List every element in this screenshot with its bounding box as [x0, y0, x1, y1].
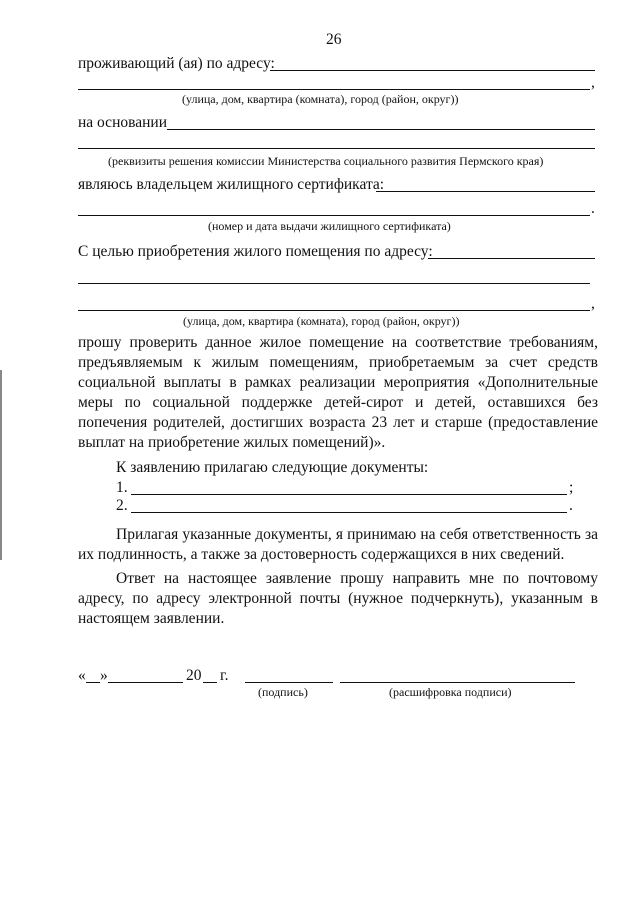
request-paragraph: прошу проверить данное жилое помещение на соответствие требованиям, предъявляемым к жилым помещениям, приобретаемым за счет средств социальной выплаты в рамках реализации мероприятия «Дополнительные меры по социальной поддержке детей-сирот и детей, оставшихся без попечения родителей, достигших возраста 23 лет и старше (предоставление выплат на приобретение жилых помещений)».	[78, 334, 598, 451]
signature-decoding-field[interactable]	[340, 682, 575, 683]
scan-edge-mark	[0, 370, 2, 560]
purpose-address-field[interactable]	[428, 258, 595, 259]
certificate-period: .	[591, 200, 595, 217]
page-number: 26	[326, 31, 342, 48]
attachments-heading: К заявлению прилагаю следующие документы:	[116, 459, 429, 476]
purpose-address-field-3[interactable]	[78, 310, 590, 311]
attachment-end-2: .	[569, 497, 573, 514]
year-prefix: 20	[186, 667, 202, 684]
residing-address-field[interactable]	[270, 70, 595, 71]
purpose-caption: (улица, дом, квартира (комната), город (район, округ))	[183, 314, 460, 328]
signature-caption: (подпись)	[258, 685, 308, 699]
basis-field-2[interactable]	[78, 148, 595, 149]
certificate-field-2[interactable]	[78, 215, 590, 216]
residing-label: проживающий (ая) по адресу:	[78, 55, 275, 72]
residing-comma: ,	[591, 74, 595, 91]
date-close-quote: »	[100, 667, 108, 684]
responsibility-paragraph	[78, 525, 598, 565]
certificate-field[interactable]	[376, 191, 595, 192]
basis-caption: (реквизиты решения комиссии Министерства социального развития Пермского края)	[108, 154, 544, 168]
reply-paragraph	[78, 569, 598, 629]
certificate-caption: (номер и дата выдачи жилищного сертификата)	[208, 219, 451, 233]
attachment-field-2[interactable]	[131, 512, 567, 513]
decoding-caption: (расшифровка подписи)	[389, 685, 512, 699]
month-field[interactable]	[108, 682, 183, 683]
purpose-comma: ,	[591, 295, 595, 312]
purpose-label: С целью приобретения жилого помещения по адресу:	[78, 243, 433, 260]
owner-label: являюсь владельцем жилищного сертификата:	[78, 176, 385, 193]
year-suffix: г.	[220, 667, 229, 684]
day-field[interactable]	[86, 682, 100, 683]
attachment-number-1: 1.	[116, 479, 128, 496]
residing-caption: (улица, дом, квартира (комната), город (район, округ))	[182, 92, 459, 106]
reply-text: Ответ на настоящее заявление прошу направить мне по почтовому адресу, по адресу электронной почты (нужное подчеркнуть), указанным в настоящем заявлении.	[78, 570, 598, 627]
purpose-address-field-2[interactable]	[78, 283, 590, 284]
basis-label: на основании	[78, 114, 167, 131]
basis-field[interactable]	[167, 129, 595, 130]
attachment-number-2: 2.	[116, 497, 128, 514]
date-open-quote: «	[78, 667, 86, 684]
attachment-field-1[interactable]	[131, 494, 567, 495]
year-field[interactable]	[203, 682, 217, 683]
attachment-end-1: ;	[569, 479, 574, 496]
signature-field[interactable]	[245, 682, 333, 683]
responsibility-text: Прилагая указанные документы, я принимаю на себя ответственность за их подлинность, а также за достоверность содержащихся в них сведений.	[78, 526, 598, 563]
residing-address-field-2[interactable]	[78, 89, 590, 90]
